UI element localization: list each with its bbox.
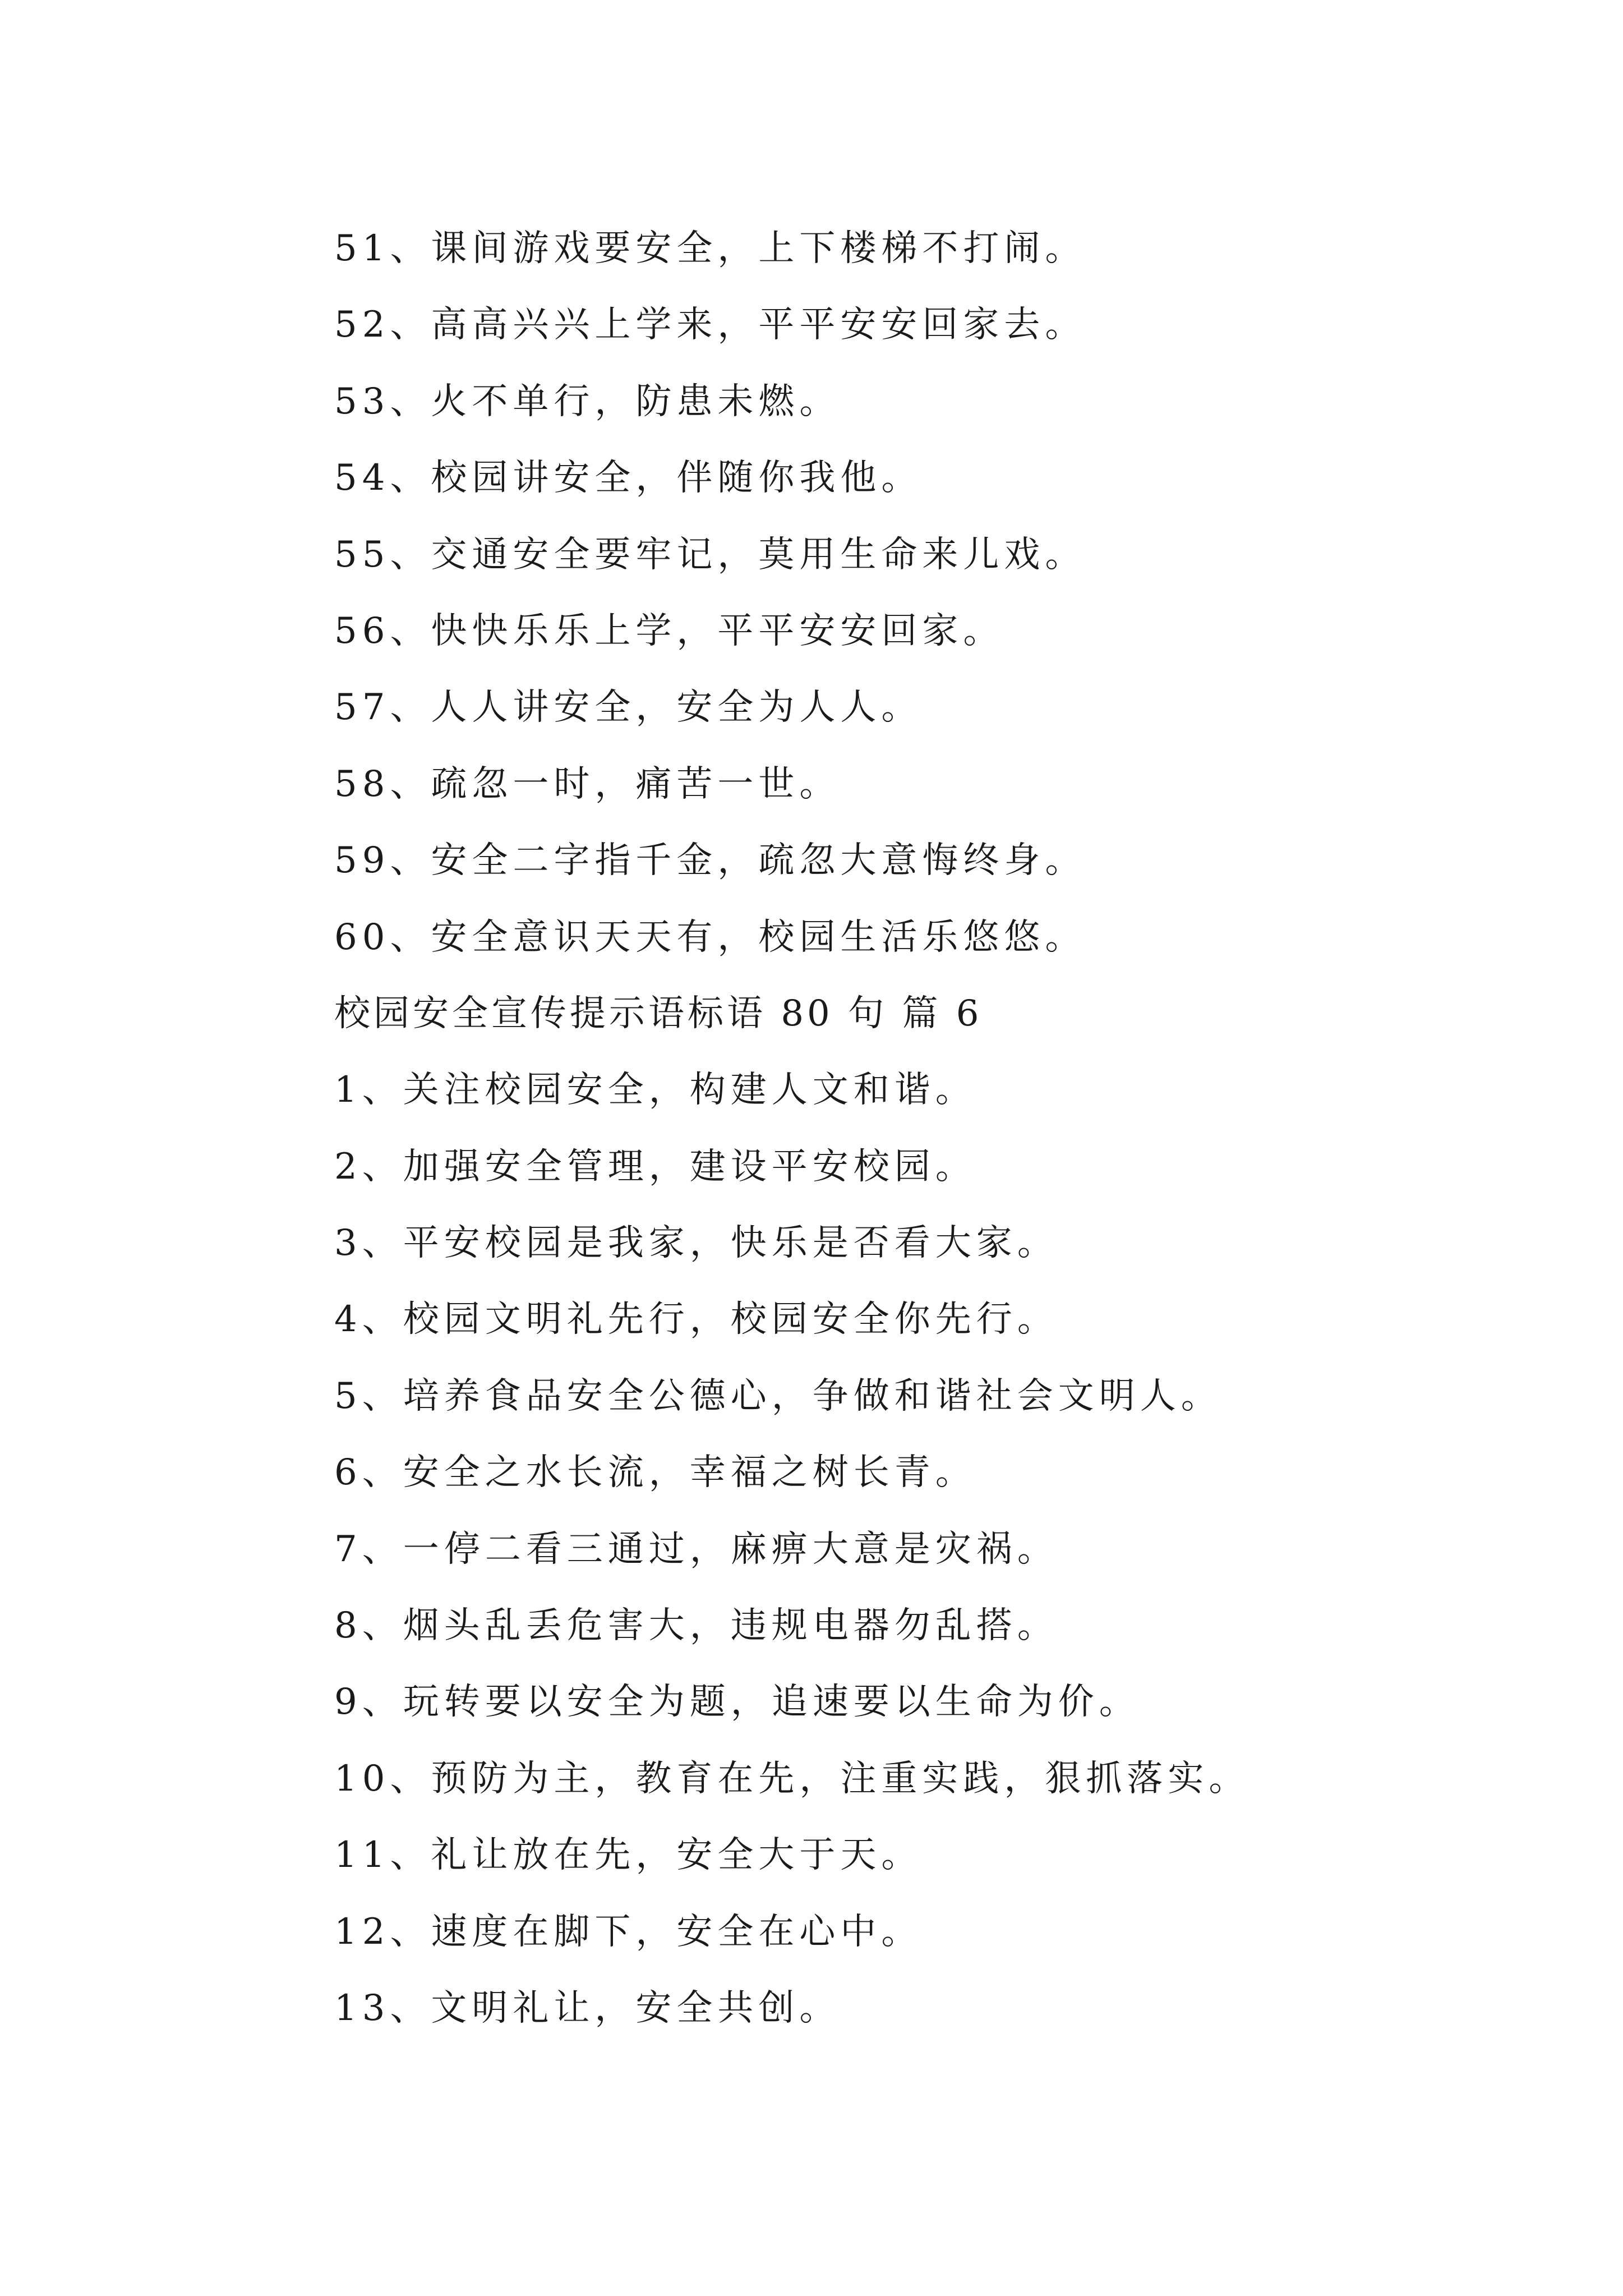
slogan-line-60: 60、安全意识天天有，校园生活乐悠悠。 — [334, 916, 1086, 958]
slogan-line-8: 8、烟头乱丢危害大，违规电器勿乱搭。 — [334, 1605, 1058, 1647]
slogan-line-52: 52、高高兴兴上学来，平平安安回家去。 — [334, 304, 1086, 346]
slogan-line-51: 51、课间游戏要安全，上下楼梯不打闹。 — [334, 228, 1086, 269]
slogan-line-2: 2、加强安全管理，建设平安校园。 — [334, 1145, 976, 1188]
slogan-line-3: 3、平安校园是我家，快乐是否看大家。 — [334, 1222, 1058, 1264]
slogan-line-54: 54、校园讲安全，伴随你我他。 — [334, 457, 923, 499]
slogan-line-10: 10、预防为主，教育在先，注重实践，狠抓落实。 — [334, 1757, 1250, 1800]
section-heading: 校园安全宣传提示语标语 80 句 篇 6 — [334, 992, 983, 1034]
slogan-line-57: 57、人人讲安全，安全为人人。 — [334, 687, 923, 729]
slogan-line-56: 56、快快乐乐上学，平平安安回家。 — [334, 610, 1004, 652]
slogan-line-6: 6、安全之水长流，幸福之树长青。 — [334, 1452, 976, 1494]
slogan-line-5: 5、培养食品安全公德心，争做和谐社会文明人。 — [334, 1375, 1222, 1417]
slogan-line-12: 12、速度在脚下，安全在心中。 — [334, 1911, 923, 1953]
slogan-line-7: 7、一停二看三通过，麻痹大意是灾祸。 — [334, 1528, 1058, 1570]
document-body — [334, 210, 1512, 2046]
slogan-line-13: 13、文明礼让，安全共创。 — [334, 1987, 841, 2029]
slogan-line-53: 53、火不单行，防患未燃。 — [334, 380, 841, 422]
slogan-line-11: 11、礼让放在先，安全大于天。 — [334, 1834, 923, 1876]
slogan-line-4: 4、校园文明礼先行，校园安全你先行。 — [334, 1299, 1058, 1341]
slogan-line-58: 58、疏忽一时，痛苦一世。 — [334, 763, 841, 805]
slogan-line-59: 59、安全二字指千金，疏忽大意悔终身。 — [334, 840, 1086, 882]
slogan-line-9: 9、玩转要以安全为题，追速要以生命为价。 — [334, 1681, 1140, 1723]
slogan-line-55: 55、交通安全要牢记，莫用生命来儿戏。 — [334, 533, 1086, 576]
slogan-line-1: 1、关注校园安全，构建人文和谐。 — [334, 1069, 976, 1111]
